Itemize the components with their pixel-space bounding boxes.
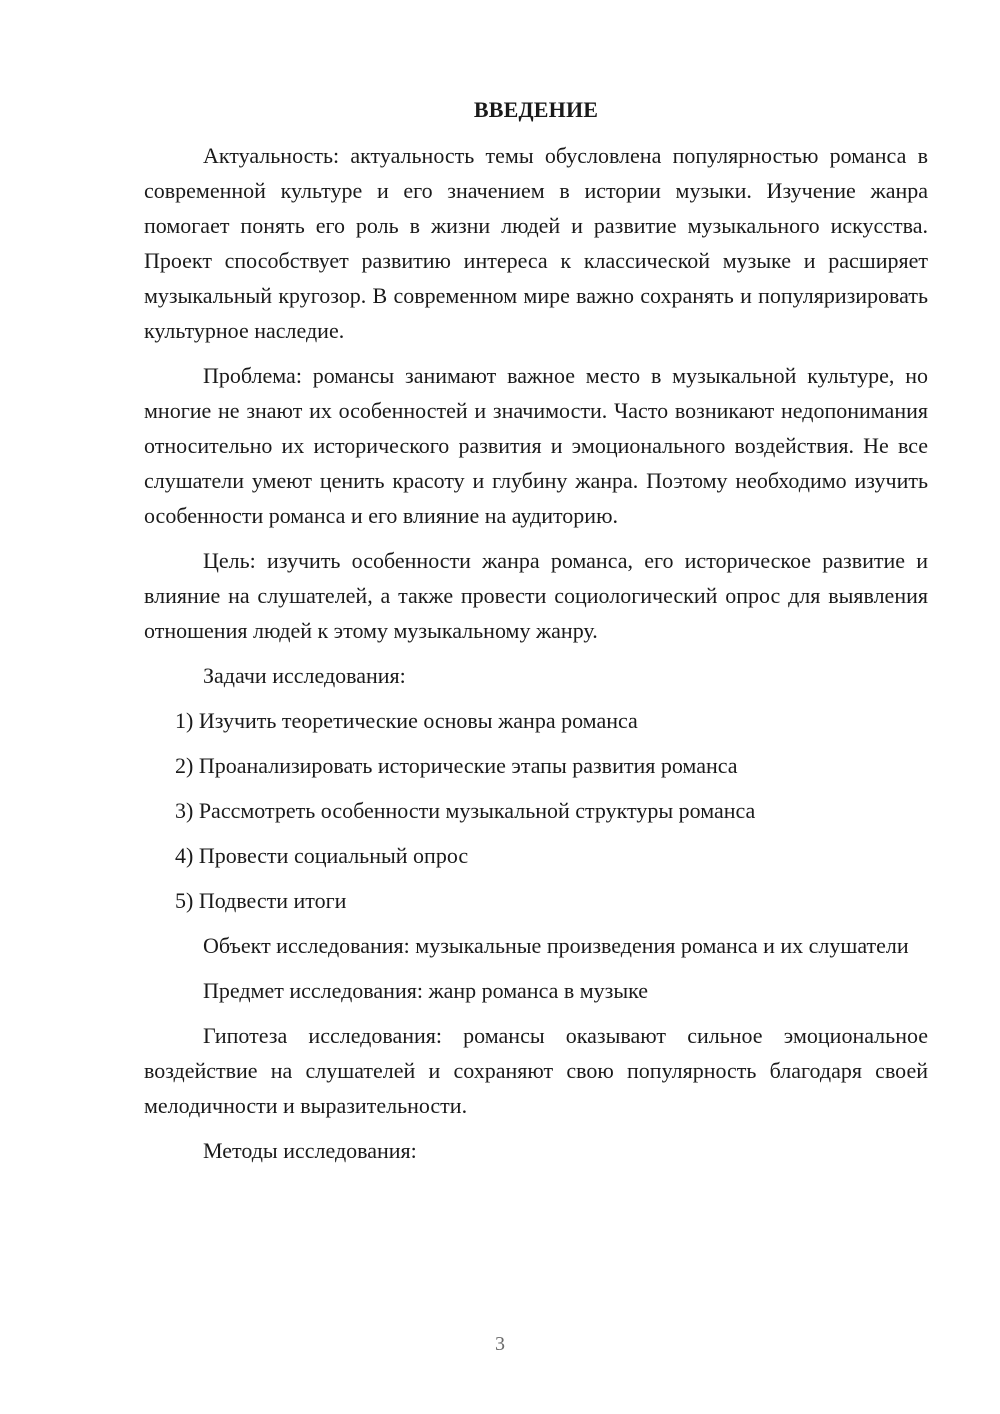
object-paragraph: Объект исследования: музыкальные произведения романса и их слушатели: [203, 933, 909, 958]
page-number: 3: [495, 1333, 505, 1355]
task-item: 4) Провести социальный опрос: [175, 843, 469, 868]
relevance-paragraph: Актуальность: актуальность темы обусловлена популярностью романса в современной культуре и его значением в истории музыки. Изучение жанра помогает понять его роль в жизни людей и развитие музыкального искусства. Проект способствует развитию интереса к классической музыке и расширяет музыкальный кругозор. В современном мире важно сохранять и популяризировать культурное наследие.: [144, 143, 928, 343]
problem-paragraph: Проблема: романсы занимают важное место в музыкальной культуре, но многие не знают их особенностей и значимости. Часто возникают недопонимания относительно их исторического развития и эмоционального воздействия. Не все слушатели умеют ценить красоту и глубину жанра. Поэтому необходимо изучить особенности романса и его влияние на аудиторию.: [144, 363, 928, 528]
section-title: ВВЕДЕНИЕ: [473, 97, 599, 122]
subject-paragraph: Предмет исследования: жанр романса в музыке: [203, 978, 649, 1003]
task-item: 5) Подвести итоги: [175, 888, 347, 913]
document-page: [144, 92, 928, 1178]
hypothesis-paragraph: Гипотеза исследования: романсы оказывают сильное эмоциональное воздействие на слушателей и сохраняют свою популярность благодаря своей мелодичности и выразительности.: [144, 1023, 928, 1118]
task-item: 3) Рассмотреть особенности музыкальной структуры романса: [175, 798, 756, 823]
tasks-heading: Задачи исследования:: [203, 663, 406, 688]
task-item: 1) Изучить теоретические основы жанра романса: [175, 708, 638, 733]
goal-paragraph: Цель: изучить особенности жанра романса, его историческое развитие и влияние на слушателей, а также провести социологический опрос для выявления отношения людей к этому музыкальному жанру.: [144, 548, 928, 643]
methods-heading: Методы исследования:: [203, 1138, 417, 1163]
tasks-list: [144, 703, 928, 918]
task-item: 2) Проанализировать исторические этапы развития романса: [175, 753, 738, 778]
